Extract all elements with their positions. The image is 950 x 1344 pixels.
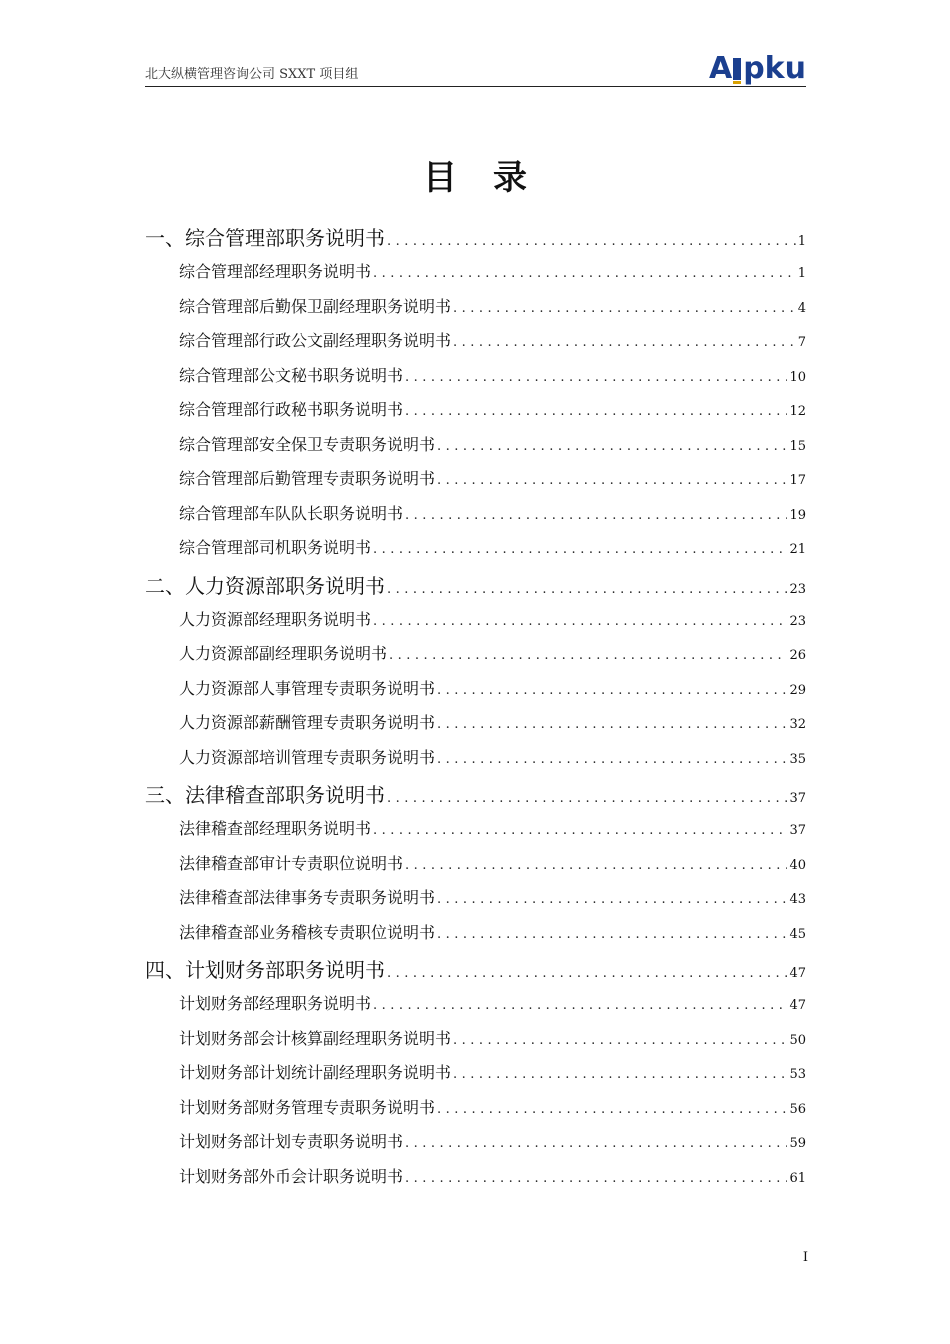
toc-dot-leader — [405, 1136, 787, 1151]
toc-dot-leader — [405, 404, 787, 419]
toc-entry-label: 法律稽查部业务稽核专责职位说明书 — [179, 922, 436, 942]
toc-dot-leader — [437, 683, 787, 698]
toc-dot-leader — [437, 892, 787, 907]
toc-entry-page: 4 — [797, 300, 806, 316]
toc-entry-page: 15 — [789, 438, 806, 454]
toc-entry-page: 40 — [789, 857, 806, 873]
toc-entry-page: 45 — [789, 926, 806, 942]
toc-dot-leader — [437, 927, 787, 942]
toc-dot-leader — [387, 791, 787, 806]
toc-entry-label: 人力资源部人事管理专责职务说明书 — [179, 678, 436, 698]
toc-dot-leader — [405, 858, 787, 873]
toc-dot-leader — [453, 335, 796, 350]
toc-dot-leader — [373, 823, 787, 838]
toc-entry-page: 32 — [789, 717, 806, 732]
toc-dot-leader — [453, 301, 796, 316]
toc-section-entry[interactable] — [145, 259, 806, 294]
toc-chapter-entry[interactable] — [145, 779, 806, 816]
toc-entry-page: 26 — [789, 648, 806, 663]
toc-section-entry[interactable] — [145, 710, 806, 745]
toc-entry-label: 二、人力资源部职务说明书 — [145, 573, 385, 598]
page-number: I — [802, 1250, 808, 1265]
toc-entry-label: 计划财务部计划专责职务说明书 — [179, 1132, 404, 1151]
toc-entry-page: 56 — [789, 1101, 806, 1117]
toc-entry-label: 计划财务部外币会计职务说明书 — [179, 1166, 404, 1186]
toc-section-entry[interactable] — [145, 1129, 806, 1164]
toc-entry-label: 综合管理部安全保卫专责职务说明书 — [179, 434, 436, 454]
toc-section-entry[interactable] — [145, 535, 806, 570]
toc-section-entry[interactable] — [145, 676, 806, 711]
table-of-contents — [145, 222, 806, 1198]
toc-dot-leader — [387, 966, 787, 981]
toc-entry-label: 法律稽查部经理职务说明书 — [179, 819, 372, 838]
toc-section-entry[interactable] — [145, 641, 806, 676]
toc-entry-label: 四、计划财务部职务说明书 — [145, 958, 385, 982]
toc-entry-label: 综合管理部经理职务说明书 — [179, 262, 372, 281]
toc-section-entry[interactable] — [145, 294, 806, 329]
toc-entry-label: 三、法律稽查部职务说明书 — [145, 783, 385, 807]
toc-dot-leader — [453, 1033, 787, 1048]
toc-entry-label: 一、综合管理部职务说明书 — [145, 226, 385, 250]
toc-entry-page: 17 — [789, 473, 806, 488]
logo-bar-icon — [733, 58, 741, 80]
toc-entry-page: 10 — [789, 369, 806, 385]
toc-entry-label: 人力资源部薪酬管理专责职务说明书 — [179, 713, 436, 732]
toc-entry-page: 12 — [789, 404, 806, 419]
toc-dot-leader — [387, 234, 796, 249]
toc-entry-label: 计划财务部会计核算副经理职务说明书 — [179, 1028, 452, 1048]
toc-section-entry[interactable] — [145, 745, 806, 780]
toc-section-entry[interactable] — [145, 991, 806, 1026]
toc-dot-leader — [437, 717, 787, 732]
toc-section-entry[interactable] — [145, 328, 806, 363]
toc-dot-leader — [453, 1067, 787, 1082]
toc-section-entry[interactable] — [145, 501, 806, 536]
toc-entry-page: 23 — [789, 613, 806, 629]
toc-section-entry[interactable] — [145, 816, 806, 851]
toc-section-entry[interactable] — [145, 466, 806, 501]
toc-dot-leader — [387, 582, 787, 597]
toc-chapter-entry[interactable] — [145, 954, 806, 991]
toc-dot-leader — [437, 439, 787, 454]
toc-dot-leader — [373, 542, 787, 557]
toc-entry-label: 综合管理部后勤管理专责职务说明书 — [179, 469, 436, 488]
toc-entry-label: 人力资源部培训管理专责职务说明书 — [179, 747, 436, 767]
toc-section-entry[interactable] — [145, 885, 806, 920]
toc-entry-page: 61 — [789, 1170, 806, 1186]
toc-entry-label: 综合管理部行政公文副经理职务说明书 — [179, 331, 452, 350]
logo-letters-pku: pku — [743, 51, 806, 86]
toc-entry-page: 23 — [789, 581, 806, 597]
toc-entry-label: 人力资源部经理职务说明书 — [179, 609, 372, 629]
toc-entry-page: 1 — [797, 266, 806, 281]
toc-dot-leader — [437, 1102, 787, 1117]
toc-entry-page: 21 — [789, 542, 806, 557]
toc-entry-label: 法律稽查部审计专责职位说明书 — [179, 853, 404, 873]
toc-section-entry[interactable] — [145, 1095, 806, 1130]
toc-dot-leader — [373, 614, 787, 629]
toc-section-entry[interactable] — [145, 1060, 806, 1095]
toc-chapter-entry[interactable] — [145, 222, 806, 259]
toc-entry-label: 计划财务部财务管理专责职务说明书 — [179, 1097, 436, 1117]
toc-dot-leader — [405, 508, 787, 523]
toc-entry-page: 50 — [789, 1032, 806, 1048]
toc-entry-page: 7 — [797, 335, 806, 350]
toc-dot-leader — [389, 648, 787, 663]
toc-entry-page: 35 — [789, 751, 806, 767]
toc-entry-label: 计划财务部经理职务说明书 — [179, 994, 372, 1013]
logo-letter-a: A — [708, 51, 733, 86]
page-header — [145, 52, 806, 87]
toc-entry-page: 19 — [789, 507, 806, 523]
toc-entry-page: 37 — [789, 823, 806, 838]
toc-section-entry[interactable] — [145, 851, 806, 886]
toc-entry-label: 综合管理部车队队长职务说明书 — [179, 503, 404, 523]
toc-entry-page: 47 — [789, 966, 806, 981]
page-title: 目录 — [423, 158, 563, 198]
toc-section-entry[interactable] — [145, 1026, 806, 1061]
toc-entry-label: 综合管理部行政秘书职务说明书 — [179, 400, 404, 419]
toc-entry-page: 59 — [789, 1136, 806, 1151]
toc-entry-label: 综合管理部公文秘书职务说明书 — [179, 365, 404, 385]
toc-section-entry[interactable] — [145, 363, 806, 398]
toc-section-entry[interactable] — [145, 397, 806, 432]
toc-dot-leader — [405, 1171, 787, 1186]
toc-entry-page: 47 — [789, 998, 806, 1013]
toc-section-entry[interactable] — [145, 920, 806, 955]
toc-section-entry[interactable] — [145, 432, 806, 467]
toc-entry-label: 综合管理部司机职务说明书 — [179, 538, 372, 557]
toc-entry-page: 53 — [789, 1067, 806, 1082]
toc-section-entry[interactable] — [145, 1164, 806, 1199]
toc-entry-page: 1 — [797, 234, 806, 249]
toc-dot-leader — [373, 266, 796, 281]
toc-entry-page: 43 — [789, 892, 806, 907]
company-logo — [708, 51, 806, 86]
toc-entry-label: 法律稽查部法律事务专责职务说明书 — [179, 888, 436, 907]
toc-dot-leader — [437, 752, 787, 767]
toc-dot-leader — [437, 473, 787, 488]
toc-section-entry[interactable] — [145, 607, 806, 642]
toc-chapter-entry[interactable] — [145, 570, 806, 607]
toc-dot-leader — [373, 998, 787, 1013]
toc-entry-page: 37 — [789, 791, 806, 806]
toc-entry-label: 人力资源部副经理职务说明书 — [179, 644, 388, 663]
toc-entry-page: 29 — [789, 682, 806, 698]
toc-dot-leader — [405, 370, 787, 385]
toc-entry-label: 综合管理部后勤保卫副经理职务说明书 — [179, 296, 452, 316]
header-text: 北大纵横管理咨询公司 SXXT 项目组 — [145, 67, 359, 82]
toc-entry-label: 计划财务部计划统计副经理职务说明书 — [179, 1063, 452, 1082]
